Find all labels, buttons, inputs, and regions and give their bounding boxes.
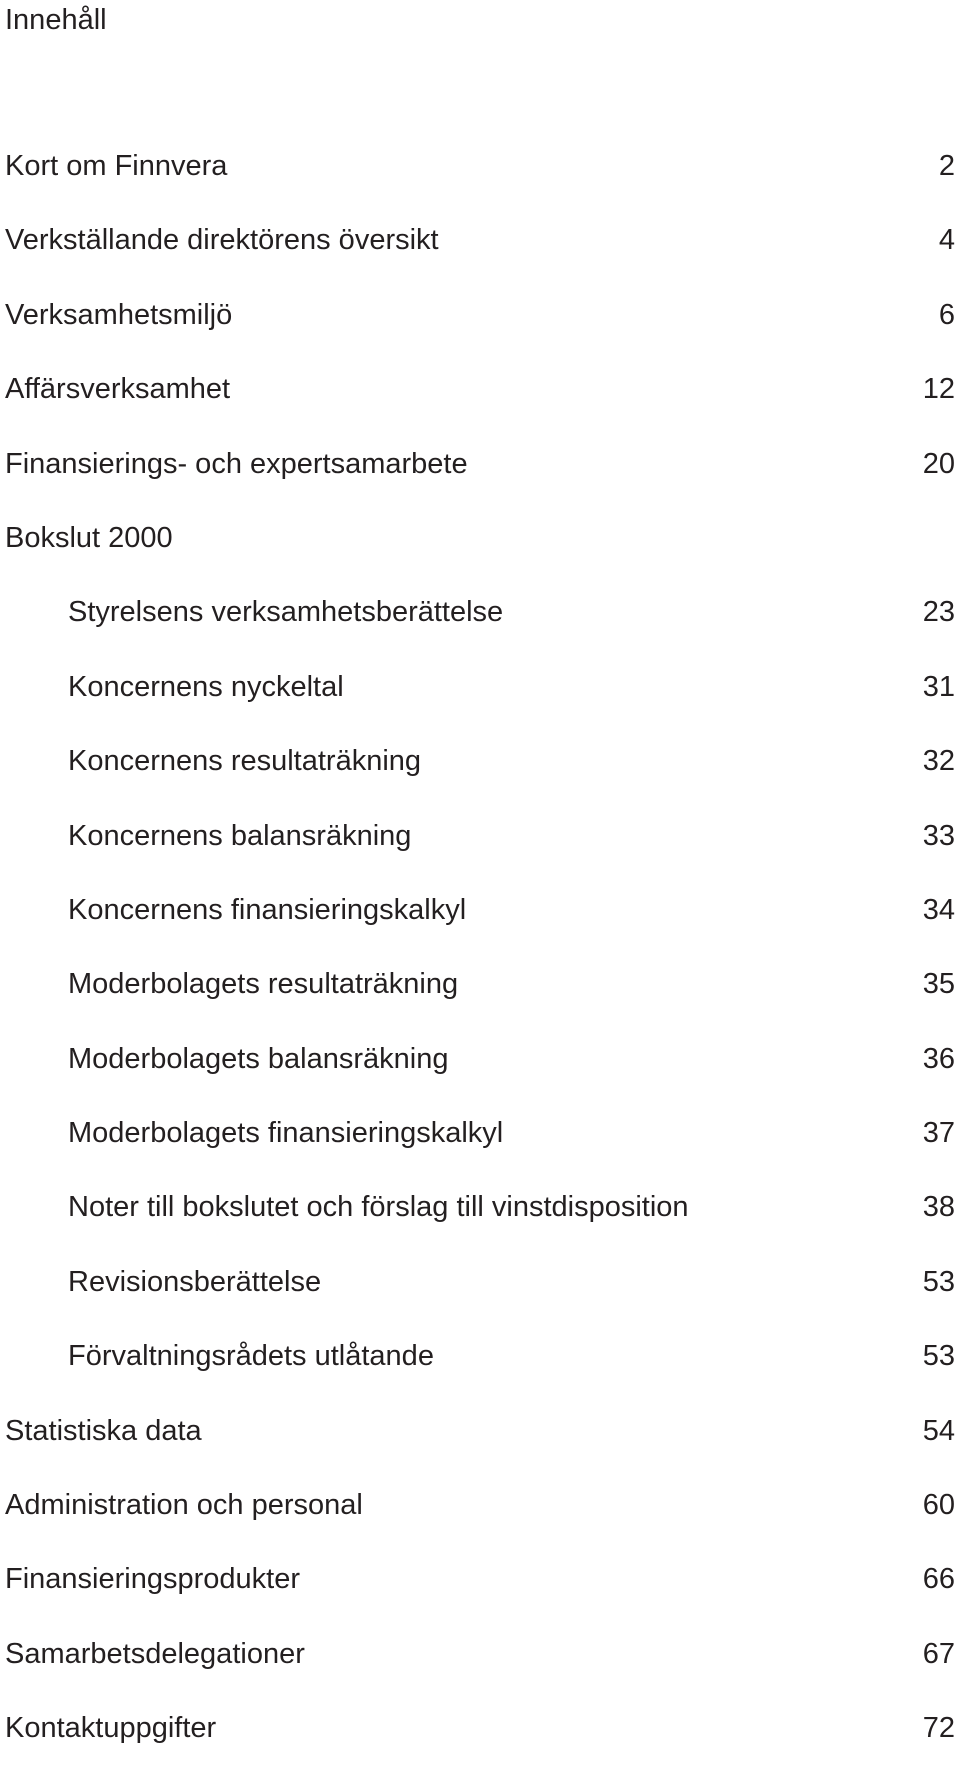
toc-entry-label: Finansieringsprodukter [5,1563,300,1596]
toc-entry-label: Samarbetsdelegationer [5,1637,305,1670]
page-title: Innehåll [5,4,107,36]
toc-entry-page-number: 67 [922,1637,955,1670]
toc-subentry-noter[interactable] [0,1187,955,1261]
toc-entry-label: Verkställande direktörens översikt [5,224,439,257]
toc-entry-label: Revisionsberättelse [68,1265,322,1298]
toc-entry-label: Statistiska data [5,1414,202,1447]
toc-entry-kort-om-finnvera[interactable] [0,146,955,220]
toc-subentry-koncernens-nyckeltal[interactable] [0,667,955,741]
toc-subentry-styrelsens-verksamhetsberattelse[interactable] [0,592,955,666]
toc-entry-label: Finansierings- och expertsamarbete [5,447,468,480]
toc-entry-page-number: 53 [922,1265,955,1298]
toc-entry-label: Moderbolagets finansieringskalkyl [68,1117,504,1150]
toc-entry-label: Moderbolagets resultaträkning [68,968,459,1001]
toc-subentry-koncernens-finansieringskalkyl[interactable] [0,890,955,964]
toc-entry-label: Moderbolagets balansräkning [68,1042,449,1075]
toc-entry-label: Affärsverksamhet [5,373,231,406]
toc-entry-page-number: 37 [922,1117,955,1150]
toc-subentry-revisionsberattelse[interactable] [0,1262,955,1336]
toc-entry-page-number: 20 [922,447,955,480]
toc-entry-finansieringsprodukter[interactable] [0,1559,955,1633]
toc-subentry-moderbolagets-balansrakning[interactable] [0,1039,955,1113]
toc-entry-page-number: 4 [938,224,955,257]
toc-subentry-moderbolagets-finansieringskalkyl[interactable] [0,1113,955,1187]
toc-entry-page-number: 31 [922,670,955,703]
toc-entry-finansieringssamarbete[interactable] [0,444,955,518]
toc-entry-page-number: 32 [922,745,955,778]
toc-entry-page-number: 36 [922,1042,955,1075]
toc-entry-label: Kontaktuppgifter [5,1712,217,1745]
toc-entry-page-number: 2 [938,150,955,182]
toc-entry-page-number: 34 [922,893,955,926]
toc-entry-kontaktuppgifter[interactable] [0,1708,955,1782]
toc-entry-page-number: 38 [922,1191,955,1224]
toc-subentry-koncernens-balansrakning[interactable] [0,816,955,890]
toc-entry-label: Koncernens balansräkning [68,819,412,852]
toc-entry-page-number: 6 [938,298,955,331]
toc-entry-label: Koncernens nyckeltal [68,670,344,703]
toc-entry-statistiska-data[interactable] [0,1411,955,1485]
toc-entry-label: Koncernens resultaträkning [68,745,422,778]
toc-entry-page-number: 23 [922,596,955,629]
toc-entry-label: Noter till bokslutet och förslag till vinstdisposition [68,1191,689,1224]
toc-entry-administration-och-personal[interactable] [0,1485,955,1559]
toc-entry-page-number: 35 [922,968,955,1001]
toc-entry-affarsverksamhet[interactable] [0,369,955,443]
table-of-contents [0,146,955,1783]
toc-entry-page-number: 72 [922,1712,955,1745]
toc-entry-label: Styrelsens verksamhetsberättelse [68,596,504,629]
toc-entry-page-number: 54 [922,1414,955,1447]
toc-entry-vd-oversikt[interactable] [0,220,955,294]
toc-entry-label: Förvaltningsrådets utlåtande [68,1340,434,1373]
toc-entry-page-number: 12 [922,373,955,406]
toc-subentry-moderbolagets-resultatrakning[interactable] [0,964,955,1038]
toc-entry-label: Koncernens finansieringskalkyl [68,893,467,926]
toc-entry-label: Kort om Finnvera [5,150,228,182]
toc-entry-samarbetsdelegationer[interactable] [0,1634,955,1708]
toc-entry-verksamhetsmiljo[interactable] [0,295,955,369]
toc-subentry-koncernens-resultatrakning[interactable] [0,741,955,815]
toc-entry-page-number: 66 [922,1563,955,1596]
toc-entry-page-number: 53 [922,1340,955,1373]
toc-section-bokslut-2000[interactable] [0,518,955,592]
toc-entry-page-number: 60 [922,1489,955,1522]
toc-section-label: Bokslut 2000 [5,521,173,554]
toc-entry-label: Administration och personal [5,1489,363,1522]
toc-entry-page-number: 33 [922,819,955,852]
toc-entry-label: Verksamhetsmiljö [5,298,233,331]
toc-subentry-forvaltningsradets-utlatande[interactable] [0,1336,955,1410]
